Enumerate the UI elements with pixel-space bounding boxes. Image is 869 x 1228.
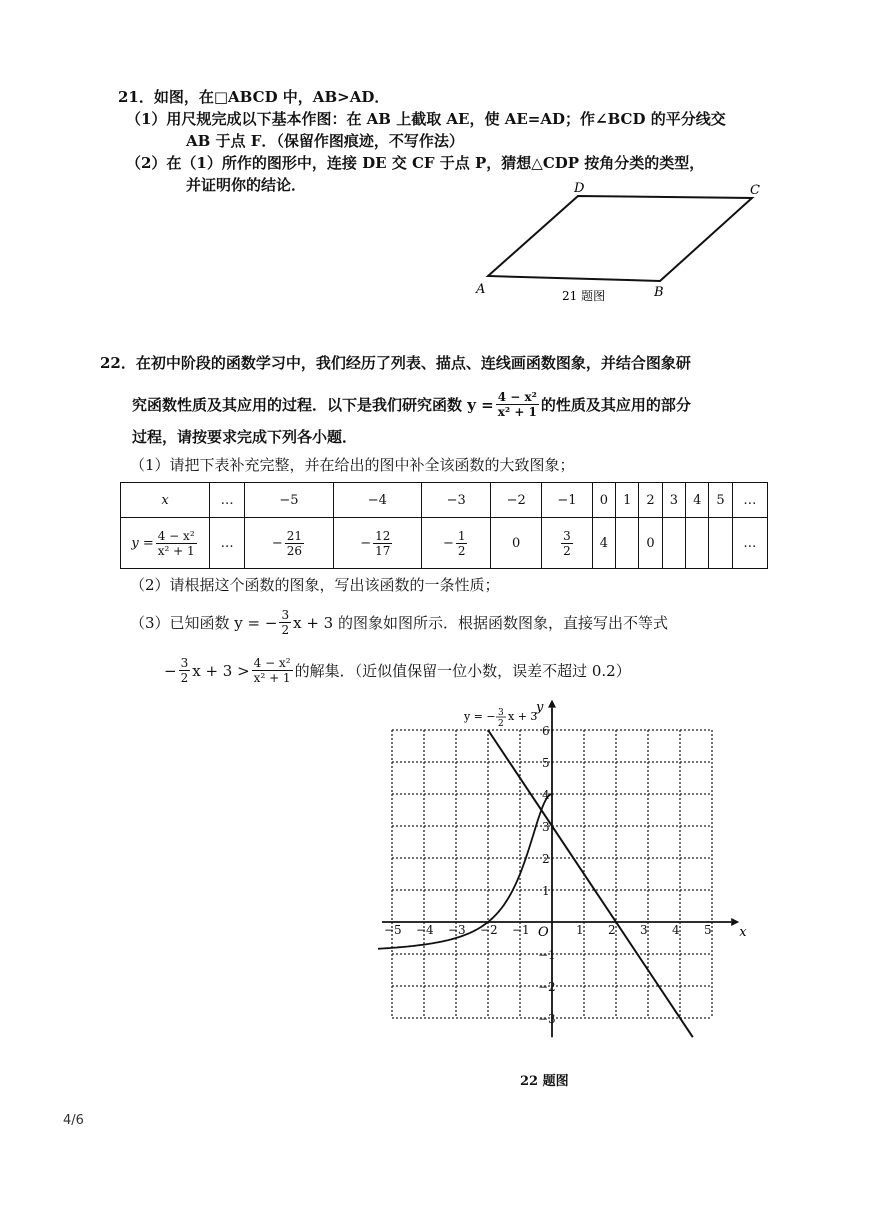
x-tick-label: −5 (384, 923, 402, 937)
y-axis-label: y (536, 700, 544, 715)
origin-label: O (538, 925, 549, 940)
table-cell: 1 (616, 483, 639, 518)
table-cell: 4 (686, 483, 709, 518)
table-cell: 0 (639, 518, 662, 569)
vertex-a-label: A (476, 282, 486, 297)
table-row-x (121, 483, 768, 518)
y-tick-label: 6 (542, 724, 550, 738)
x-tick-label: 1 (576, 923, 584, 937)
function-fraction (496, 390, 539, 419)
q22-line3: 过程，请按要求完成下列各小题． (132, 428, 358, 446)
function-graph (378, 700, 768, 1095)
x-tick-label: −4 (416, 923, 434, 937)
parallelogram-figure (470, 178, 770, 308)
figure21-caption: 21 题图 (562, 289, 606, 303)
table-cell: 4 (592, 518, 615, 569)
table-cell: 0 (491, 518, 542, 569)
svg-text:y = −: y = − (464, 710, 496, 723)
q22-part2: （2）请根据这个函数的图象，写出该函数的一条性质； (130, 576, 500, 594)
table-cell: − $\frac{12}{17}$ (333, 518, 421, 569)
function-denominator: x² + 1 (497, 405, 537, 419)
table-cell: 5 (709, 483, 732, 518)
table-row-y (121, 518, 768, 569)
table-cell: −5 (245, 483, 333, 518)
x-axis-arrow (731, 918, 739, 926)
y-tick-label: 4 (542, 788, 550, 802)
q22-part3a: （3）已知函数 y = − (130, 613, 278, 632)
table-cell: −2 (491, 483, 542, 518)
svg-text:2: 2 (498, 719, 504, 729)
table-cell: − $\frac{21}{26}$ (245, 518, 333, 569)
svg-text:x + 3: x + 3 (508, 710, 538, 723)
table-cell: … (732, 518, 767, 569)
value-table (120, 482, 768, 569)
q22-line1: 22．在初中阶段的函数学习中，我们经历了列表、描点、连线画函数图象，并结合图象研 (100, 354, 691, 372)
table-cell: … (210, 518, 245, 569)
y-tick-label: 2 (542, 852, 550, 866)
vertex-c-label: C (750, 183, 760, 198)
q21-line2: （1）用尺规完成以下基本作图：在 AB 上截取 AE，使 AE=AD；作∠BCD 的平分线交 (126, 110, 726, 128)
q22-part1: （1）请把下表补充完整，并在给出的图中补全该函数的大致图象； (130, 456, 575, 474)
page-number: 4/6 (63, 1113, 84, 1128)
y-tick-label: 5 (542, 756, 550, 770)
q21-line5: 并证明你的结论． (186, 176, 307, 194)
x-tick-label: −3 (448, 923, 466, 937)
table-cell (662, 518, 685, 569)
table-cell: … (732, 483, 767, 518)
table-cell: −4 (333, 483, 421, 518)
table-cell: … (210, 483, 245, 518)
table-cell (616, 518, 639, 569)
q22-line2b: 的性质及其应用的部分 (540, 395, 691, 414)
line-equation-label (463, 708, 537, 729)
q22-line2a: 究函数性质及其应用的过程．以下是我们研究函数 y = (132, 395, 494, 414)
q22-part3 (130, 608, 668, 637)
vertex-d-label: D (574, 181, 585, 196)
y-tick-label: −2 (538, 980, 556, 994)
table-header-y: y = $\frac{\text{4 − x²}}{\text{x² + 1}}$ (121, 518, 210, 569)
y-axis-arrow (548, 700, 556, 708)
table-cell: −3 (422, 483, 491, 518)
figure22-caption: 22 题图 (520, 1074, 569, 1089)
x-tick-label: 5 (704, 923, 712, 937)
table-cell: $\frac{3}{2}$ (542, 518, 593, 569)
ineq-slope-fraction: $\frac{3}{2}$ (180, 656, 189, 685)
q21-line4: （2）在（1）所作的图形中，连接 DE 交 CF 于点 P，猜想△CDP 按角分类的类型， (126, 154, 705, 172)
x-axis-label: x (739, 925, 747, 940)
x-tick-label: 4 (672, 923, 680, 937)
inequality-line: − $\frac{3}{2}$ x + 3 > $\frac{\text{4 − x²}}{\text{x² + 1}}$ 的解集．（近似值保留一位小数，误差不超过 0.2） (164, 656, 631, 685)
q21-line3: AB 于点 F．（保留作图痕迹，不写作法） (186, 132, 464, 150)
svg-text:3: 3 (498, 708, 504, 718)
table-cell: 2 (639, 483, 662, 518)
y-tick-label: −3 (538, 1012, 556, 1026)
y-tick-label: −1 (538, 948, 556, 962)
y-tick-label: 1 (542, 884, 550, 898)
x-tick-label: 2 (608, 923, 616, 937)
y-tick-label: 3 (542, 820, 550, 834)
table-header-x: x (121, 483, 210, 518)
linear-function-line (488, 730, 693, 1037)
table-cell: 0 (592, 483, 615, 518)
table-cell: 3 (662, 483, 685, 518)
q22-part3b: x + 3 的图象如图所示．根据函数图象，直接写出不等式 (293, 613, 668, 632)
table-cell (686, 518, 709, 569)
parallelogram-abcd (488, 196, 752, 281)
x-tick-label: −2 (480, 923, 498, 937)
function-numerator: 4 − x² (497, 390, 537, 404)
x-tick-label: −1 (512, 923, 530, 937)
table-cell: −1 (542, 483, 593, 518)
table-cell: − $\frac{1}{2}$ (422, 518, 491, 569)
vertex-b-label: B (654, 285, 664, 300)
q21-line1: 21．如图，在□ABCD 中，AB>AD． (118, 88, 390, 106)
table-cell (709, 518, 732, 569)
slope-fraction: $\frac{3}{2}$ (281, 608, 290, 637)
ineq-function-fraction: $\frac{\text{4 − x²}}{\text{x² + 1}}$ (253, 656, 291, 685)
q22-line2 (132, 390, 691, 419)
x-tick-label: 3 (640, 923, 648, 937)
